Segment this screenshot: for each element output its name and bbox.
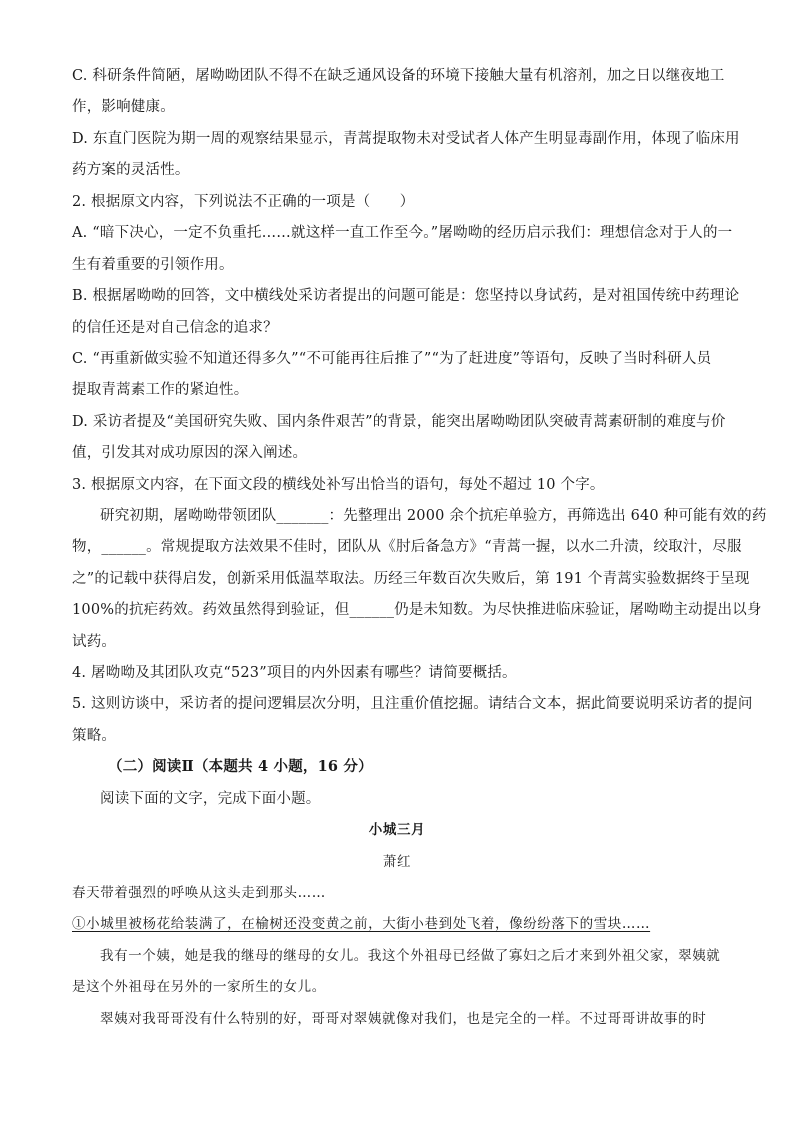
article-paragraph-3-line-2: 是这个外祖母在另外的一家所生的女儿。 <box>72 979 326 995</box>
q2-option-a-line-2: 生有着重要的引领作用。 <box>72 257 234 273</box>
article-underlined-sentence-1: ①小城里被杨花给装满了，在榆树还没变黄之前，大街小巷到处飞着，像纷纷落下的雪块…… <box>72 916 651 932</box>
q3-passage-line-2: 物，______。常规提取方法效果不佳时，团队从《肘后备急方》“青蒿一握，以水二升渍，绞取汁，尽服 <box>72 539 742 555</box>
q2-option-d-line-1: D. 采访者提及“美国研究失败、国内条件艰苦”的背景，能突出屠呦呦团队突破青蒿素研制的难度与价 <box>72 414 726 430</box>
q3-passage-line-1: 研究初期，屠呦呦带领团队_______：先整理出 2000 余个抗疟单验方，再筛选出 640 种可能有效的药 <box>100 508 767 524</box>
q2-option-b-line-2: 的信任还是对自己信念的追求？ <box>72 320 278 336</box>
q3-passage-line-5: 试药。 <box>72 634 117 650</box>
article-paragraph-3-line-1: 我有一个姨，她是我的继母的继母的女儿。我这个外祖母已经做了寡妇之后才来到外祖父家，翠姨就 <box>100 948 721 964</box>
section-heading: （二）阅读Ⅱ（本题共 4 小题，16 分） <box>108 758 373 775</box>
q2-option-b-line-1: B. 根据屠呦呦的回答，文中横线处采访者提出的问题可能是：您坚持以身试药，是对祖国传统中药理论 <box>72 288 740 304</box>
article-title: 小城三月 <box>368 822 426 838</box>
question-2-stem: 2. 根据原文内容，下列说法不正确的一项是（ ） <box>72 194 415 210</box>
q2-option-a-line-1: A. “暗下决心，一定不负重托……就这样一直工作至今。”屠呦呦的经历启示我们：理想信念对于人的一 <box>72 225 733 241</box>
q2-option-c-line-2: 提取青蒿素工作的紧迫性。 <box>72 382 249 398</box>
option-c-line-1: C. 科研条件简陋，屠呦呦团队不得不在缺乏通风设备的环境下接触大量有机溶剂，加之日以继夜地工 <box>72 68 725 84</box>
question-5-line-1: 5. 这则访谈中，采访者的提问逻辑层次分明，且注重价值挖掘。请结合文本，据此简要说明采访者的提问 <box>72 696 753 712</box>
article-paragraph-1: 春天带着强烈的呼唤从这头走到那头…… <box>72 885 326 901</box>
article-paragraph-4-line-1: 翠姨对我哥哥没有什么特别的好，哥哥对翠姨就像对我们，也是完全的一样。不过哥哥讲故事的时 <box>100 1011 707 1027</box>
question-5-line-2: 策略。 <box>72 728 117 744</box>
reading-instruction: 阅读下面的文字，完成下面小题。 <box>100 791 321 807</box>
q2-option-c-line-1: C. “再重新做实验不知道还得多久”“不可能再往后推了”“为了赶进度”等语句，反映了当时科研人员 <box>72 351 712 367</box>
q3-passage-line-3: 之”的记载中获得启发，创新采用低温萃取法。历经三年数百次失败后，第 191 个青蒿实验数据终于呈现 <box>72 571 750 587</box>
q2-option-d-line-2: 值，引发其对成功原因的深入阐述。 <box>72 445 308 461</box>
q3-passage-line-4: 100%的抗疟药效。药效虽然得到验证，但______仍是未知数。为尽快推进临床验证，屠呦呦主动提出以身 <box>72 602 762 618</box>
option-c-line-2: 作，影响健康。 <box>72 99 175 115</box>
question-3-stem: 3. 根据原文内容，在下面文段的横线处补写出恰当的语句，每处不超过 10 个字。 <box>72 477 605 493</box>
option-d-line-2: 药方案的灵活性。 <box>72 162 190 178</box>
question-4: 4. 屠呦呦及其团队攻克“523”项目的内外因素有哪些？请简要概括。 <box>72 665 517 681</box>
option-d-line-1: D. 东直门医院为期一周的观察结果显示，青蒿提取物未对受试者人体产生明显毒副作用，体现了临床用 <box>72 131 740 147</box>
article-author: 萧红 <box>382 854 412 870</box>
